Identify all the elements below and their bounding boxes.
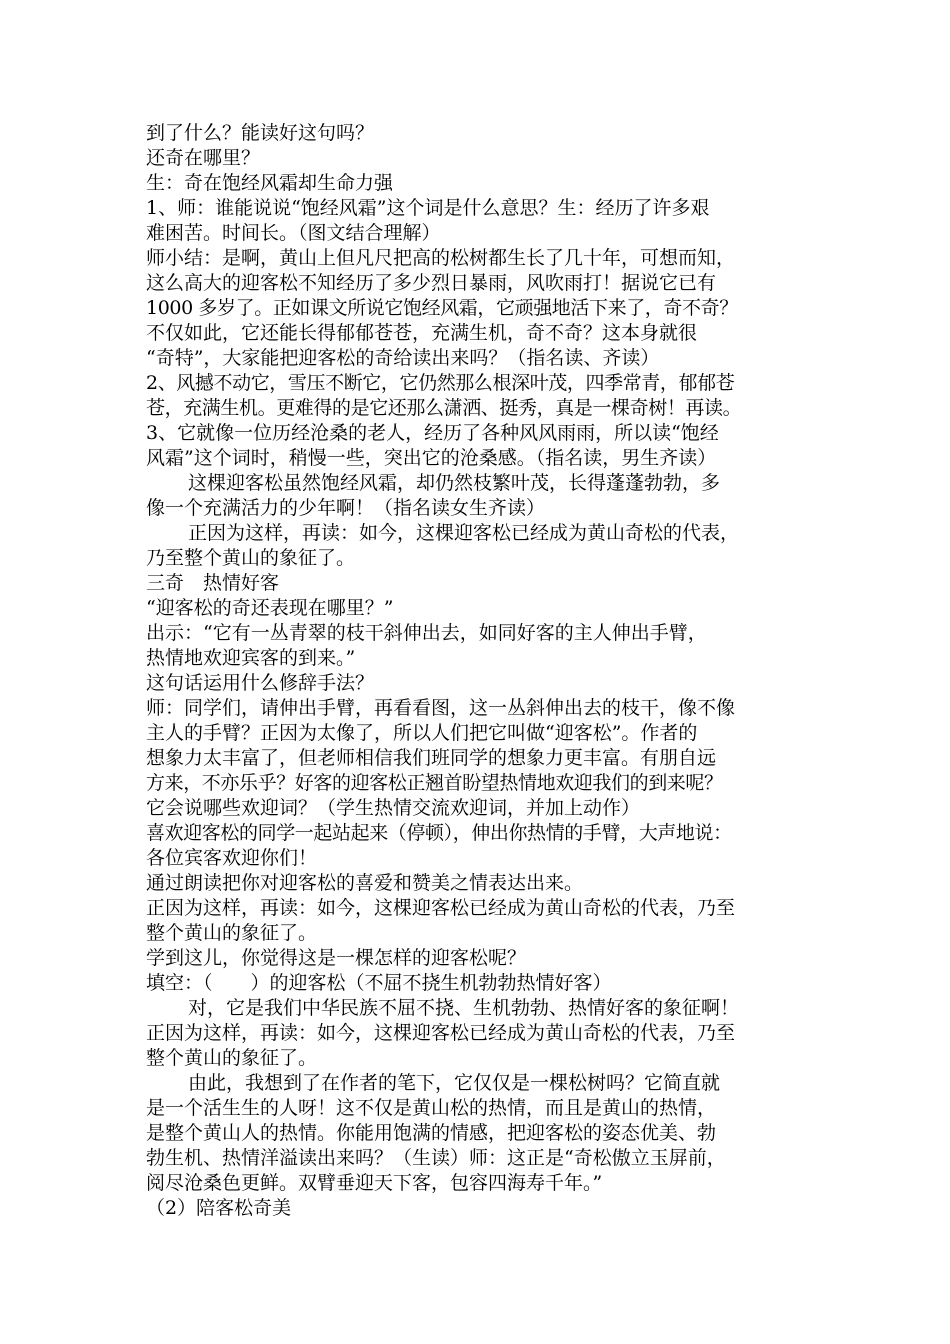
text-line: 难困苦。时间长。（图文结合理解） — [146, 222, 441, 244]
text-line: 像一个充满活力的少年啊！（指名读女生齐读） — [146, 497, 546, 519]
text-line: 想象力太丰富了，但老师相信我们班同学的想象力更丰富。有朋自远 — [146, 747, 717, 769]
text-line: 学到这儿，你觉得这是一棵怎样的迎客松呢？ — [146, 947, 527, 969]
text-line: 整个黄山的象征了。 — [146, 922, 318, 944]
text-line: 喜欢迎客松的同学一起站起来（停顿），伸出你热情的手臂，大声地说： — [146, 822, 732, 844]
text-line: 它会说哪些欢迎词？（学生热情交流欢迎词，并加上动作） — [146, 797, 641, 819]
text-line: 是整个黄山人的热情。你能用饱满的情感，把迎客松的姿态优美、勃 — [146, 1122, 717, 1144]
text-line: 主人的手臂？正因为太像了，所以人们把它叫做“迎客松”。作者的 — [146, 722, 698, 744]
text-line: 这么高大的迎客松不知经历了多少烈日暴雨，风吹雨打！据说它已有 — [146, 272, 717, 294]
text-line: 乃至整个黄山的象征了。 — [146, 547, 356, 569]
text-line: 师：同学们，请伸出手臂，再看看图，这一丛斜伸出去的枝干，像不像 — [146, 697, 736, 719]
text-line: “迎客松的奇还表现在哪里？” — [146, 597, 394, 619]
text-line: 还奇在哪里？ — [146, 147, 261, 169]
text-line: 这棵迎客松虽然饱经风霜，却仍然枝繁叶茂，长得蓬蓬勃勃，多 — [188, 472, 721, 494]
text-line: 各位宾客欢迎你们！ — [146, 847, 318, 869]
text-line: 师小结：是啊，黄山上但凡尺把高的松树都生长了几十年，可想而知， — [146, 247, 736, 269]
text-line: 风霜”这个词时，稍慢一些，突出它的沧桑感。（指名读，男生齐读） — [146, 447, 717, 469]
text-line: “奇特”，大家能把迎客松的奇给读出来吗？（指名读、齐读） — [146, 347, 660, 369]
text-line: 通过朗读把你对迎客松的喜爱和赞美之情表达出来。 — [146, 872, 584, 894]
section-heading: （2）陪客松奇美 — [146, 1197, 292, 1219]
text-line: 热情地欢迎宾客的到来。” — [146, 647, 356, 669]
text-line: 是一个活生生的人呀！这不仅是黄山松的热情，而且是黄山的热情， — [146, 1097, 717, 1119]
document-body — [146, 121, 826, 1221]
text-line: 填空：（ ）的迎客松（不屈不挠生机勃勃热情好客） — [146, 972, 612, 994]
text-line: 3、它就像一位历经沧桑的老人，经历了各种风风雨雨，所以读“饱经 — [146, 422, 719, 444]
text-line: 1000 多岁了。正如课文所说它饱经风霜，它顽强地活下来了，奇不奇？ — [146, 297, 738, 319]
text-line: 正因为这样，再读：如今，这棵迎客松已经成为黄山奇松的代表， — [188, 522, 740, 544]
text-line: 出示：“它有一丛青翠的枝干斜伸出去，如同好客的主人伸出手臂， — [146, 622, 707, 644]
text-line: 到了什么？能读好这句吗？ — [146, 122, 375, 144]
text-line: 方来，不亦乐乎？好客的迎客松正翘首盼望热情地欢迎我们的到来呢？ — [146, 772, 723, 794]
text-line: 对，它是我们中华民族不屈不挠、生机勃勃、热情好客的象征啊！ — [188, 997, 740, 1019]
text-line: 生：奇在饱经风霜却生命力强 — [146, 172, 394, 194]
text-line: 2、风撼不动它，雪压不断它，它仍然那么根深叶茂，四季常青，郁郁苍 — [146, 372, 735, 394]
text-line: 由此，我想到了在作者的笔下，它仅仅是一棵松树吗？它简直就 — [188, 1072, 721, 1094]
text-line: 勃生机、热情洋溢读出来吗？（生读）师：这正是“奇松傲立玉屏前， — [146, 1147, 726, 1169]
text-line: 这句话运用什么修辞手法？ — [146, 672, 375, 694]
text-line: 正因为这样，再读：如今，这棵迎客松已经成为黄山奇松的代表，乃至 — [146, 897, 736, 919]
text-line: 阅尽沧桑色更鲜。双臂垂迎天下客，包容四海寿千年。” — [146, 1172, 603, 1194]
text-line: 不仅如此，它还能长得郁郁苍苍，充满生机，奇不奇？这本身就很 — [146, 322, 698, 344]
section-heading: 三奇 热情好客 — [146, 572, 280, 594]
text-line: 1、师：谁能说说“饱经风霜”这个词是什么意思？生：经历了许多艰 — [146, 197, 710, 219]
text-line: 正因为这样，再读：如今，这棵迎客松已经成为黄山奇松的代表，乃至 — [146, 1022, 736, 1044]
text-line: 苍，充满生机。更难得的是它还那么潇洒、挺秀，真是一棵奇树！再读。 — [146, 397, 742, 419]
text-line: 整个黄山的象征了。 — [146, 1047, 318, 1069]
